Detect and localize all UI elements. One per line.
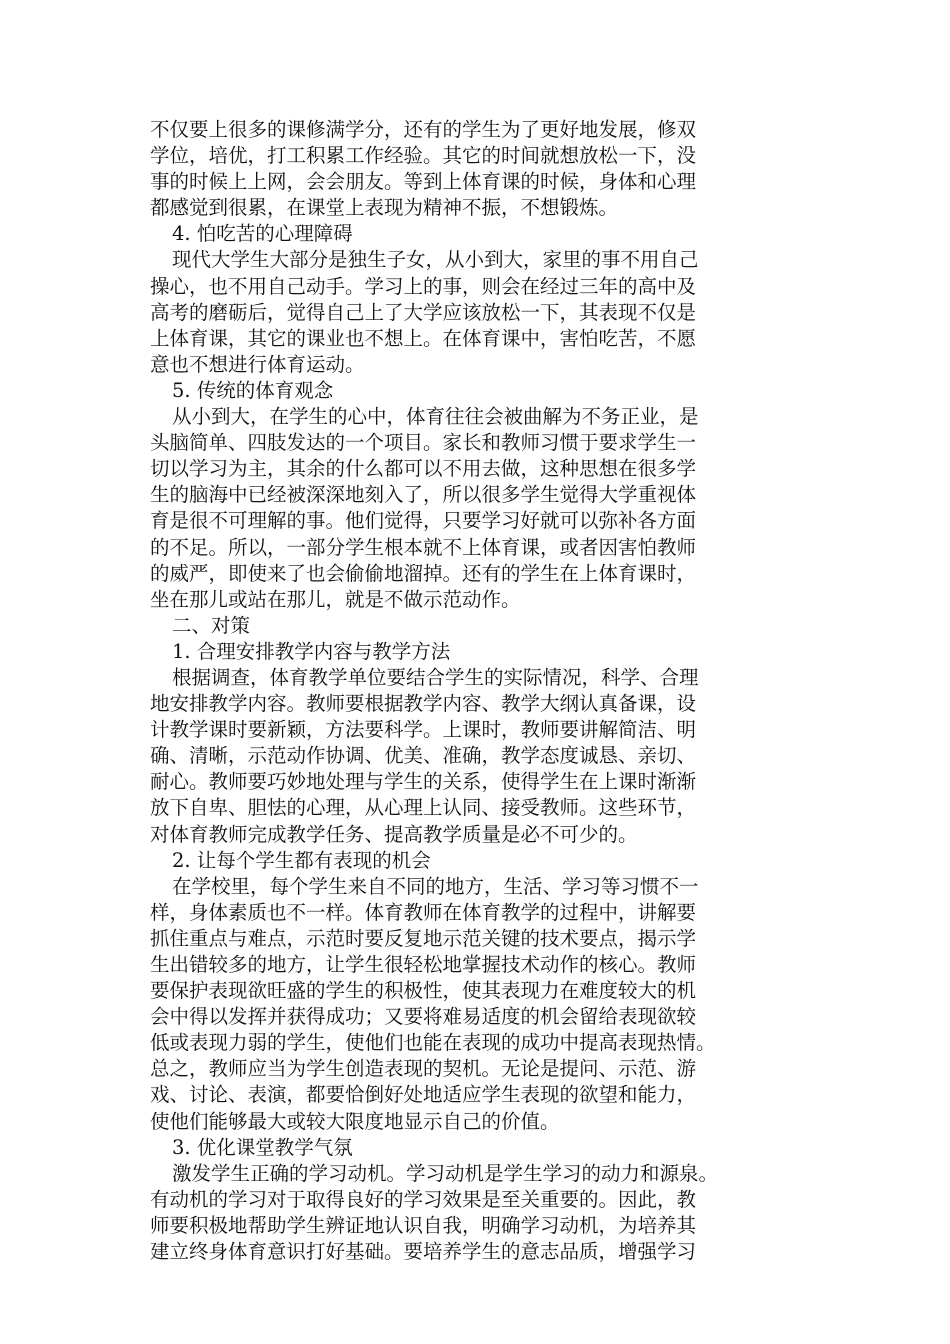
- text-line: 要保护表现欲旺盛的学生的积极性，使其表现力在难度较大的机: [150, 979, 697, 1003]
- text-line: 低或表现力弱的学生，使他们也能在表现的成功中提高表现热情。: [150, 1031, 716, 1055]
- text-line: 总之，教师应当为学生创造表现的契机。无论是提问、示范、游: [150, 1057, 697, 1081]
- text-line: 头脑简单、四肢发达的一个项目。家长和教师习惯于要求学生一: [150, 431, 697, 455]
- text-line: 操心，也不用自己动手。学习上的事，则会在经过三年的高中及: [150, 274, 697, 298]
- text-line: 计教学课时要新颖，方法要科学。上课时，教师要讲解简洁、明: [150, 718, 697, 742]
- text-line: 样，身体素质也不一样。体育教师在体育教学的过程中，讲解要: [150, 900, 697, 924]
- text-line: 从小到大，在学生的心中，体育往往会被曲解为不务正业，是: [172, 405, 699, 429]
- text-line: 激发学生正确的学习动机。学习动机是学生学习的动力和源泉。: [172, 1161, 719, 1185]
- text-line: 事的时候上上网，会会朋友。等到上体育课的时候，身体和心理: [150, 170, 697, 194]
- text-line: 切以学习为主，其余的什么都可以不用去做，这种思想在很多学: [150, 457, 697, 481]
- text-line: 生的脑海中已经被深深地刻入了，所以很多学生觉得大学重视体: [150, 483, 697, 507]
- text-line: 5. 传统的体育观念: [172, 378, 334, 402]
- text-line: 坐在那儿或站在那儿，就是不做示范动作。: [150, 587, 521, 611]
- text-line: 高考的磨砺后，觉得自己上了大学应该放松一下，其表现不仅是: [150, 300, 697, 324]
- text-line: 二、对策: [172, 613, 251, 637]
- text-line: 3. 优化课堂教学气氛: [172, 1135, 353, 1159]
- text-line: 都感觉到很累，在课堂上表现为精神不振，不想锻炼。: [150, 196, 619, 220]
- text-line: 使他们能够最大或较大限度地显示自己的价值。: [150, 1109, 560, 1133]
- text-line: 放下自卑、胆怯的心理，从心理上认同、接受教师。这些环节，: [150, 796, 697, 820]
- text-line: 耐心。教师要巧妙地处理与学生的关系，使得学生在上课时渐渐: [150, 770, 697, 794]
- text-line: 抓住重点与难点，示范时要反复地示范关键的技术要点，揭示学: [150, 926, 697, 950]
- text-line: 1. 合理安排教学内容与教学方法: [172, 639, 451, 663]
- text-line: 现代大学生大部分是独生子女，从小到大，家里的事不用自己: [172, 248, 699, 272]
- text-line: 2. 让每个学生都有表现的机会: [172, 848, 431, 872]
- text-line: 戏、讨论、表演，都要恰倒好处地适应学生表现的欲望和能力，: [150, 1083, 697, 1107]
- text-line: 的威严，即使来了也会偷偷地溜掉。还有的学生在上体育课时，: [150, 561, 697, 585]
- text-line: 育是很不可理解的事。他们觉得，只要学习好就可以弥补各方面: [150, 509, 697, 533]
- text-line: 对体育教师完成教学任务、提高教学质量是必不可少的。: [150, 822, 638, 846]
- text-line: 有动机的学习对于取得良好的学习效果是至关重要的。因此，教: [150, 1187, 697, 1211]
- text-line: 上体育课，其它的课业也不想上。在体育课中，害怕吃苦，不愿: [150, 326, 697, 350]
- text-line: 会中得以发挥并获得成功；又要将难易适度的机会留给表现欲较: [150, 1005, 697, 1029]
- text-line: 学位，培优，打工积累工作经验。其它的时间就想放松一下，没: [150, 144, 697, 168]
- text-line: 的不足。所以，一部分学生根本就不上体育课，或者因害怕教师: [150, 535, 697, 559]
- text-line: 在学校里，每个学生来自不同的地方，生活、学习等习惯不一: [172, 874, 699, 898]
- text-line: 建立终身体育意识打好基础。要培养学生的意志品质，增强学习: [150, 1240, 697, 1264]
- text-line: 确、清晰，示范动作协调、优美、准确，教学态度诚恳、亲切、: [150, 744, 697, 768]
- text-line: 地安排教学内容。教师要根据教学内容、教学大纲认真备课，设: [150, 692, 697, 716]
- text-line: 师要积极地帮助学生辨证地认识自我，明确学习动机，为培养其: [150, 1213, 697, 1237]
- text-line: 意也不想进行体育运动。: [150, 352, 365, 376]
- document-body: [150, 117, 790, 1265]
- text-line: 4. 怕吃苦的心理障碍: [172, 222, 353, 246]
- text-line: 生出错较多的地方，让学生很轻松地掌握技术动作的核心。教师: [150, 953, 697, 976]
- text-line: 不仅要上很多的课修满学分，还有的学生为了更好地发展，修双: [150, 118, 697, 141]
- text-line: 根据调查，体育教学单位要结合学生的实际情况，科学、合理: [172, 665, 699, 689]
